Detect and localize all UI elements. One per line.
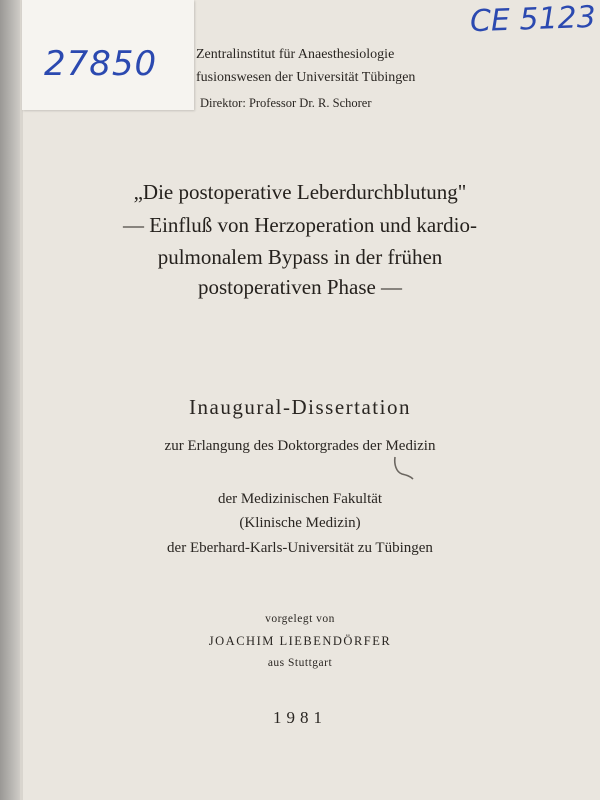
faculty-line-2: (Klinische Medizin): [239, 515, 361, 531]
presented-by-label: vorgelegt von: [265, 613, 335, 625]
pencil-check-mark: [392, 454, 416, 482]
title-line-2: — Einfluß von Herzoperation und kardio-: [123, 213, 477, 237]
institution-line-1: Zentralinstitut für Anaesthesiologie: [196, 47, 395, 62]
handwritten-catalog-code: CE 5123: [469, 0, 597, 40]
title-line-3: pulmonalem Bypass in der frühen: [157, 245, 443, 269]
dissertation-heading: Inaugural-Dissertation: [189, 395, 411, 419]
faculty-line-3: der Eberhard-Karls-Universität zu Tübingen: [167, 540, 433, 556]
institution-director: Direktor: Professor Dr. R. Schorer: [200, 96, 372, 110]
title-line-4: postoperativen Phase —: [197, 275, 403, 299]
dissertation-purpose: zur Erlangung des Doktorgrades der Medizin: [164, 438, 436, 454]
handwritten-accession-number: 27850: [44, 44, 158, 84]
institution-line-2: fusionswesen der Universität Tübingen: [196, 70, 416, 85]
author-origin: aus Stuttgart: [267, 657, 333, 669]
publication-year: 1981: [273, 708, 327, 727]
title-line-1: „Die postoperative Leberdurchblutung": [133, 180, 467, 204]
author-name: JOACHIM LIEBENDÖRFER: [208, 634, 392, 648]
faculty-line-1: der Medizinischen Fakultät: [217, 491, 383, 507]
